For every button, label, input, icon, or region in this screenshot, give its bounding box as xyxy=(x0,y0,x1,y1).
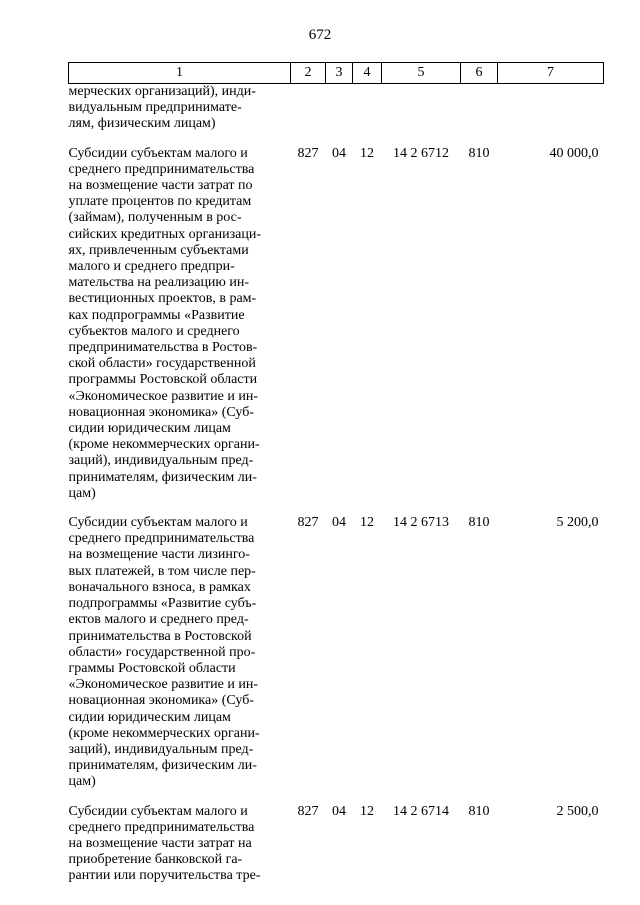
text-line: (кроме некоммерческих органи- xyxy=(68,725,260,741)
header-col-4: 4 xyxy=(353,63,382,84)
text-line: Субсидии субъектам малого и xyxy=(68,145,248,161)
amount: 40 000,0 xyxy=(549,145,599,161)
department-code: 827 xyxy=(297,515,319,531)
target-article-code: 14 2 6713 xyxy=(393,515,449,531)
text-line: «Экономическое развитие и ин- xyxy=(68,677,259,693)
page-number: 672 xyxy=(308,27,332,43)
row-description xyxy=(69,141,291,510)
section-code: 04 xyxy=(332,515,346,531)
text-line: уплате процентов по кредитам xyxy=(68,194,252,210)
text-line: заций), индивидуальным пред- xyxy=(68,453,254,469)
header-col-5: 5 xyxy=(382,63,461,84)
row-description xyxy=(69,510,291,798)
department-code: 827 xyxy=(297,145,319,161)
text-line: на возмещение части затрат на xyxy=(68,835,252,851)
text-line: принимательства в Ростовской xyxy=(68,628,252,644)
text-line: Субсидии субъектам малого и xyxy=(68,803,248,819)
department-code: 827 xyxy=(297,803,319,819)
budget-table xyxy=(68,62,604,893)
text-line: ской области» государственной xyxy=(68,356,256,372)
text-line: вестиционных проектов, в рам- xyxy=(68,291,257,307)
text-line: мательства на реализацию ин- xyxy=(68,275,250,291)
table-header-row xyxy=(69,63,604,84)
text-line: предпринимательства в Ростов- xyxy=(68,340,258,356)
table-row xyxy=(69,799,604,893)
text-line: (кроме некоммерческих органи- xyxy=(68,437,260,453)
text-line: подпрограммы «Развитие субъ- xyxy=(68,596,257,612)
text-line: лям, физическим лицам) xyxy=(68,116,216,132)
amount: 2 500,0 xyxy=(556,803,599,819)
target-article-code: 14 2 6712 xyxy=(393,145,449,161)
text-line: приобретение банковской га- xyxy=(68,852,243,868)
text-line: граммы Ростовской области xyxy=(68,660,236,676)
amount: 5 200,0 xyxy=(556,515,599,531)
header-col-1: 1 xyxy=(69,63,291,84)
text-line: новационная экономика» (Суб- xyxy=(68,693,254,709)
text-line: на возмещение части затрат по xyxy=(68,178,253,194)
section-code: 04 xyxy=(332,145,346,161)
text-line: воначального взноса, в рамках xyxy=(68,579,251,595)
expense-type-code: 810 xyxy=(468,803,490,819)
text-line: сийских кредитных организаци- xyxy=(68,226,261,242)
text-line: видуальным предпринимате- xyxy=(68,100,242,116)
row-description xyxy=(69,799,291,893)
text-line: (займам), полученным в рос- xyxy=(68,210,242,226)
table-row xyxy=(69,141,604,510)
text-line: принимателям, физическим ли- xyxy=(68,469,257,485)
header-col-6: 6 xyxy=(461,63,498,84)
text-line: среднего предпринимательства xyxy=(68,531,255,547)
header-col-3: 3 xyxy=(326,63,353,84)
text-line: субъектов малого и среднего xyxy=(68,323,240,339)
text-line: ках подпрограммы «Развитие xyxy=(68,307,245,323)
text-line: ях, привлеченным субъектами xyxy=(68,242,249,258)
text-line: цам) xyxy=(68,774,96,790)
text-line: Субсидии субъектам малого и xyxy=(68,515,248,531)
text-line: вых платежей, в том числе пер- xyxy=(68,563,256,579)
text-line: цам) xyxy=(68,485,96,501)
text-line: малого и среднего предпри- xyxy=(68,259,235,275)
text-line: сидии юридическим лицам xyxy=(68,709,231,725)
table-row xyxy=(69,510,604,798)
text-line: мерческих организаций), инди- xyxy=(68,84,256,99)
text-line: среднего предпринимательства xyxy=(68,161,255,177)
target-article-code: 14 2 6714 xyxy=(393,803,449,819)
continuation-row xyxy=(69,84,604,141)
text-line: области» государственной про- xyxy=(68,644,256,660)
text-line: заций), индивидуальным пред- xyxy=(68,741,254,757)
text-line: рантии или поручительства тре- xyxy=(68,868,261,884)
subsection-code: 12 xyxy=(360,145,374,161)
text-line: программы Ростовской области xyxy=(68,372,258,388)
expense-type-code: 810 xyxy=(468,145,490,161)
subsection-code: 12 xyxy=(360,515,374,531)
text-line: ектов малого и среднего пред- xyxy=(68,612,249,628)
text-line: на возмещение части лизинго- xyxy=(68,547,250,563)
text-line: «Экономическое развитие и ин- xyxy=(68,388,259,404)
text-line: принимателям, физическим ли- xyxy=(68,758,257,774)
header-col-2: 2 xyxy=(291,63,326,84)
text-line: среднего предпринимательства xyxy=(68,819,255,835)
subsection-code: 12 xyxy=(360,803,374,819)
expense-type-code: 810 xyxy=(468,515,490,531)
section-code: 04 xyxy=(332,803,346,819)
text-line: новационная экономика» (Суб- xyxy=(68,404,254,420)
text-line: сидии юридическим лицам xyxy=(68,421,231,437)
header-col-7: 7 xyxy=(498,63,604,84)
continuation-text xyxy=(69,84,291,141)
